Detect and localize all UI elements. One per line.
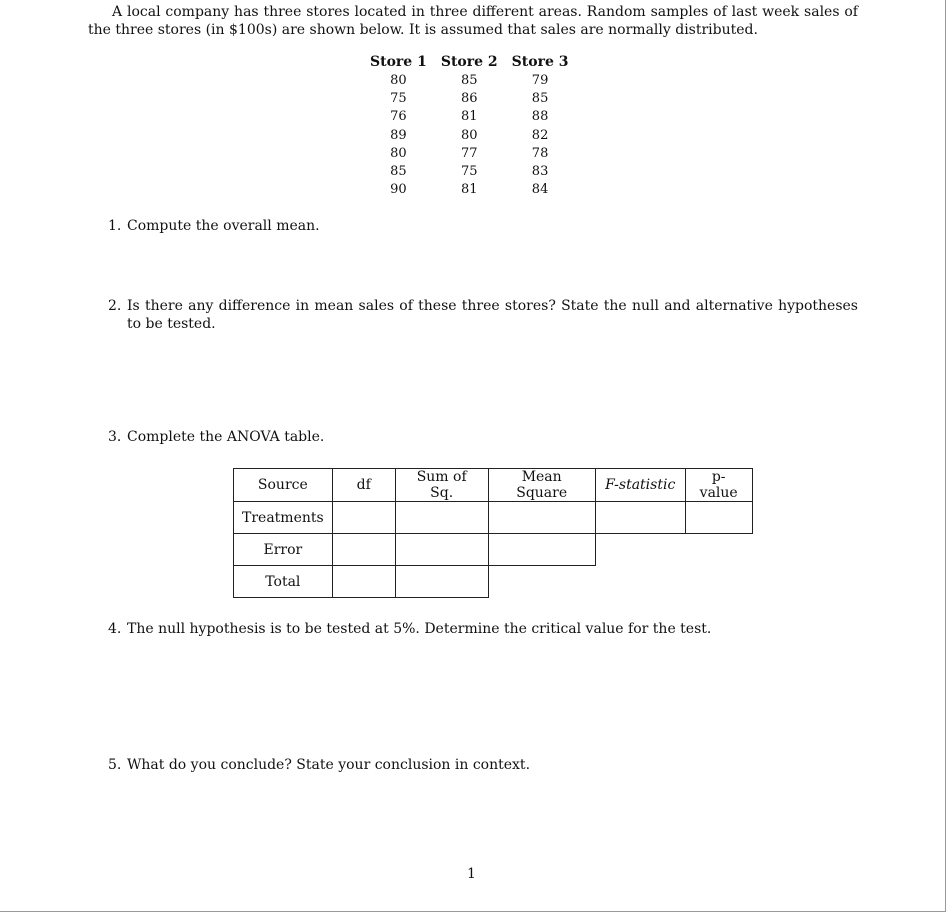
sales-cell: 76 — [390, 109, 407, 125]
question-text: Complete the ANOVA table. — [127, 429, 325, 445]
sales-cell: 86 — [460, 91, 478, 107]
row-label-error: Error — [234, 534, 333, 566]
sales-cell: 81 — [460, 182, 478, 198]
sales-cell: 80 — [390, 145, 407, 161]
sales-cell: 85 — [390, 164, 407, 180]
sales-table — [363, 52, 575, 199]
sales-cell: 84 — [531, 182, 549, 198]
question-number: 4. — [108, 621, 122, 637]
sales-cell: 75 — [460, 164, 478, 180]
question-number: 5. — [108, 757, 122, 773]
anova-row-treatments — [234, 502, 753, 534]
mean-square-header: Mean Square — [488, 469, 595, 502]
store-3-header: Store 3 — [511, 54, 569, 70]
intro-paragraph — [88, 3, 858, 39]
sales-cell: 83 — [531, 164, 549, 180]
sales-row — [363, 127, 575, 145]
sales-cell: 82 — [531, 127, 549, 143]
p-value-header: p-value — [685, 469, 752, 502]
anova-header-row — [234, 469, 753, 502]
page-number-text: 1 — [467, 866, 476, 882]
error-df-cell — [332, 534, 395, 566]
df-header: df — [332, 469, 395, 502]
question-text: Compute the overall mean. — [127, 218, 320, 234]
question-2 — [108, 297, 858, 333]
page-edge-right — [945, 0, 946, 912]
treatments-p-cell — [685, 502, 752, 534]
question-text: The null hypothesis is to be tested at 5%. Determine the critical value for the test. — [127, 621, 712, 637]
sales-cell: 78 — [531, 145, 549, 161]
sales-cell: 85 — [531, 91, 549, 107]
source-header: Source — [234, 469, 333, 502]
error-ms-cell — [488, 534, 595, 566]
empty-cell — [685, 566, 752, 598]
sales-cell: 79 — [531, 73, 549, 89]
total-ss-cell — [395, 566, 488, 598]
sales-row — [363, 145, 575, 163]
store-1-header: Store 1 — [370, 54, 427, 70]
question-number: 2. — [108, 298, 122, 314]
question-text: Is there any difference in mean sales of these three stores? State the null and alternative hypotheses to be tested. — [127, 298, 858, 332]
sales-cell: 90 — [390, 182, 407, 198]
row-label-total: Total — [234, 566, 333, 598]
sales-table-header — [363, 52, 575, 72]
empty-cell — [595, 566, 685, 598]
sales-row — [363, 108, 575, 126]
intro-line-2: three stores (in $100s) are shown below. It is assumed that sales are normally distributed. — [115, 22, 758, 38]
total-df-cell — [332, 566, 395, 598]
question-4 — [108, 620, 858, 638]
question-text: What do you conclude? State your conclusion in context. — [127, 757, 531, 773]
anova-row-total — [234, 566, 753, 598]
sales-cell: 80 — [390, 73, 407, 89]
empty-cell — [488, 566, 595, 598]
page-edge-bottom — [0, 911, 946, 912]
sales-row — [363, 90, 575, 108]
treatments-df-cell — [332, 502, 395, 534]
sum-of-squares-header: Sum of Sq. — [395, 469, 488, 502]
question-1 — [108, 217, 858, 235]
anova-row-error — [234, 534, 753, 566]
sales-cell: 81 — [460, 109, 478, 125]
sales-row — [363, 181, 575, 199]
sales-cell: 75 — [390, 91, 407, 107]
sales-cell: 77 — [460, 145, 478, 161]
sales-cell: 89 — [390, 127, 407, 143]
intro-line-1: A local company has three stores located in three different areas. Random samples of last week sales of the — [88, 4, 858, 38]
treatments-f-cell — [595, 502, 685, 534]
sales-row — [363, 72, 575, 90]
sales-cell: 80 — [460, 127, 478, 143]
empty-cell — [595, 534, 685, 566]
page-number — [0, 866, 949, 882]
sales-cell: 88 — [531, 109, 549, 125]
question-5 — [108, 756, 858, 774]
f-statistic-header — [595, 469, 685, 502]
question-3 — [108, 428, 858, 446]
treatments-ss-cell — [395, 502, 488, 534]
anova-table — [233, 468, 753, 598]
error-ss-cell — [395, 534, 488, 566]
empty-cell — [685, 534, 752, 566]
store-2-header: Store 2 — [440, 54, 498, 70]
f-statistic-header-text: F-statistic — [605, 477, 676, 493]
question-number: 3. — [108, 429, 122, 445]
sales-cell: 85 — [460, 73, 478, 89]
question-number: 1. — [108, 218, 122, 234]
sales-row — [363, 163, 575, 181]
row-label-treatments: Treatments — [234, 502, 333, 534]
treatments-ms-cell — [488, 502, 595, 534]
